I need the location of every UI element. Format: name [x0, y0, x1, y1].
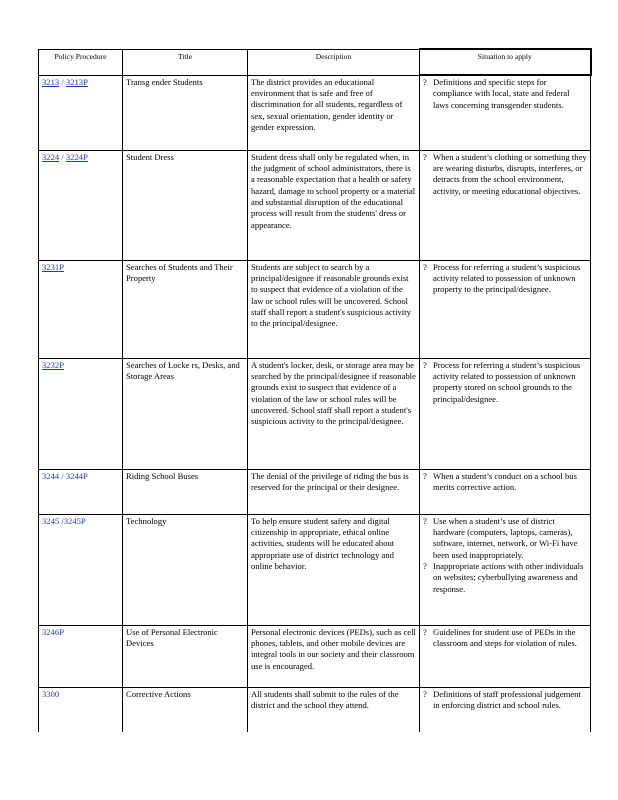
policy-table-container [38, 48, 590, 732]
policy-description: Personal electronic devices (PEDs), such as cell phones, tablets, and other mobile devices are integral tools in our society and their classroom use is encouraged. [248, 625, 420, 687]
bullet-icon: ? [423, 515, 427, 526]
situation-item [423, 561, 587, 595]
bullet-icon: ? [423, 261, 427, 272]
policy-description: To help ensure student safety and digital citizenship in appropriate, ethical online activities, students will be educated about appropriate use of district technology and online behavior. [248, 514, 420, 625]
table-row [39, 625, 591, 687]
policy-cell [39, 358, 123, 469]
situation-item [423, 262, 587, 296]
bullet-icon: ? [423, 151, 427, 162]
policy-description: Student dress shall only be regulated when, in the judgment of school administrators, there is a reasonable expectation that a health or safety hazard, damage to school property or a material and substantial disruption of the educational process will result from the students' dress or appearance. [248, 150, 420, 260]
situation-cell [420, 687, 591, 732]
policy-link[interactable]: 3224 [42, 151, 60, 162]
policy-title: Technology [123, 514, 248, 625]
policy-number: 3245 /3245P [42, 515, 86, 526]
situation-text: When a student’s clothing or something they are wearing disturbs, disrupts, interferes, or detracts from the school environment, activity, or meeting educational objectives. [433, 151, 587, 196]
bullet-icon: ? [423, 560, 427, 571]
table-row [39, 260, 591, 358]
situation-cell [420, 75, 591, 150]
situation-list [423, 471, 587, 494]
policy-separator: / [61, 76, 64, 87]
bullet-icon: ? [423, 359, 427, 370]
situation-text: Process for referring a student’s suspicious activity related to possession of unknown property stored on school grounds to the principal/designee. [433, 359, 581, 404]
table-row [39, 358, 591, 469]
policy-cell [39, 625, 123, 687]
policy-description: A student's locker, desk, or storage area may be searched by the principal/designee if reasonable grounds exist to suspect that evidence of a violation of the law or school rules will be uncovered. School staff shall report a student's suspicious activity to the principal/designee. [248, 358, 420, 469]
situation-item [423, 627, 587, 650]
situation-list [423, 262, 587, 296]
policy-table [38, 48, 592, 732]
policy-cell [39, 75, 123, 150]
header-title: Title [123, 49, 248, 75]
policy-number: 3244 / 3244P [42, 470, 88, 481]
situation-cell [420, 514, 591, 625]
policy-cell [39, 687, 123, 732]
policy-title: Riding School Buses [123, 469, 248, 514]
situation-text: Definitions and specific steps for compliance with local, state and federal laws concerning transgender students. [433, 77, 570, 110]
situation-cell [420, 358, 591, 469]
policy-separator: / [61, 151, 64, 162]
policy-description: The district provides an educational environment that is safe and free of discrimination for all students, regardless of sex, sexual orientation, gender identity or gender expression. [248, 75, 420, 150]
header-situation-to-apply: Situation to apply [420, 49, 591, 75]
policy-link[interactable]: 3232P [42, 359, 64, 370]
policy-link[interactable]: 3231P [42, 261, 64, 272]
situation-list [423, 360, 587, 405]
situation-item [423, 516, 587, 561]
policy-link[interactable]: 3224P [65, 151, 88, 162]
policy-cell [39, 514, 123, 625]
policy-title: Student Dress [123, 150, 248, 260]
situation-item [423, 471, 587, 494]
situation-cell [420, 150, 591, 260]
situation-list [423, 689, 587, 712]
situation-item [423, 152, 587, 197]
header-description: Description [248, 49, 420, 75]
situation-item [423, 77, 587, 111]
policy-description: Students are subject to search by a principal/designee if reasonable grounds exist to suspect that evidence of a violation of the law or school rules will be uncovered. School staff shall report a student's suspicious activity to the principal/designee. [248, 260, 420, 358]
table-row [39, 687, 591, 732]
policy-link[interactable]: 3213P [65, 76, 88, 87]
situation-cell [420, 469, 591, 514]
policy-cell [39, 469, 123, 514]
table-row [39, 514, 591, 625]
policy-title: Corrective Actions [123, 687, 248, 732]
policy-title: Transg ender Students [123, 75, 248, 150]
situation-cell [420, 625, 591, 687]
policy-description: The denial of the privilege of riding the bus is reserved for the principal or their designee. [248, 469, 420, 514]
table-row [39, 469, 591, 514]
table-row [39, 150, 591, 260]
policy-number: 3246P [42, 626, 64, 637]
situation-cell [420, 260, 591, 358]
bullet-icon: ? [423, 470, 427, 481]
policy-title: Use of Personal Electronic Devices [123, 625, 248, 687]
situation-list [423, 152, 587, 197]
policy-number: 3300 [42, 688, 60, 699]
situation-text: Process for referring a student’s suspicious activity related to possession of unknown property to the principal/designee. [433, 261, 581, 295]
policy-description: All students shall submit to the rules of the district and the school they attend. [248, 687, 420, 732]
bullet-icon: ? [423, 77, 427, 87]
situation-list [423, 516, 587, 595]
situation-list [423, 627, 587, 650]
situation-item [423, 360, 587, 405]
table-row [39, 75, 591, 150]
situation-item [423, 689, 587, 712]
bullet-icon: ? [423, 688, 427, 699]
situation-text: When a student’s conduct on a school bus merits corrective action. [433, 470, 577, 492]
situation-text: Definitions of staff professional judgement in enforcing district and school rules. [433, 688, 581, 710]
policy-cell [39, 260, 123, 358]
policy-title: Searches of Students and Their Property [123, 260, 248, 358]
situation-text: Inappropriate actions with other individuals on websites; cyberbullying awareness and response. [433, 560, 584, 594]
situation-text: Use when a student’s use of district hardware (computers, laptops, cameras), software, internet, network, or Wi-Fi have been used inappropriately. [433, 515, 578, 560]
policy-link[interactable]: 3213 [42, 76, 60, 87]
situation-list [423, 77, 587, 111]
situation-text: Guidelines for student use of PEDs in the classroom and steps for violation of rules. [433, 626, 577, 648]
policy-title: Searches of Locke rs, Desks, and Storage Areas [123, 358, 248, 469]
bullet-icon: ? [423, 626, 427, 637]
header-policy-procedure: Policy Procedure [39, 49, 123, 75]
table-header-row [39, 49, 591, 75]
table-body [39, 75, 591, 732]
policy-cell [39, 150, 123, 260]
